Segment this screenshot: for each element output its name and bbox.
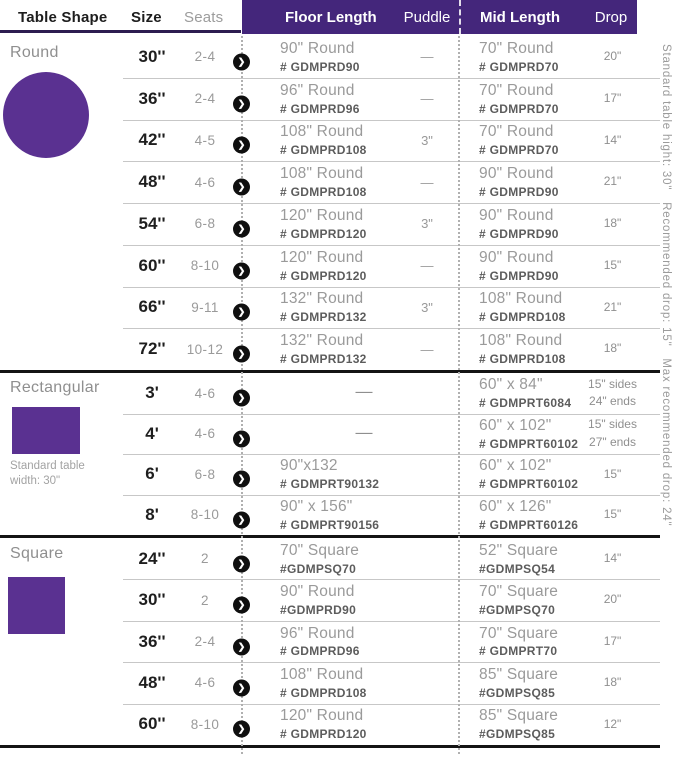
drop-value-secondary: 24" ends: [589, 394, 636, 409]
table-row: [0, 579, 660, 620]
mid-length-value: 90" Round: [479, 206, 554, 224]
mid-length-cell: [459, 165, 585, 199]
seats-cell: 8-10: [190, 716, 220, 732]
drop-value-secondary: 27" ends: [589, 434, 636, 449]
seats-cell: 2: [201, 551, 209, 567]
floor-length-cell: [242, 707, 395, 741]
size-cell: 36'': [138, 88, 166, 108]
drop-cell: [585, 716, 660, 733]
col-header-mid-length: Mid Length: [459, 0, 585, 34]
chevron-right-icon[interactable]: ❯: [233, 95, 250, 112]
drop-cell: [585, 376, 660, 411]
section-round: [0, 36, 660, 373]
size-cell: 24'': [138, 548, 166, 568]
drop-cell: [585, 173, 660, 190]
mid-length-cell: [459, 290, 585, 324]
mid-length-value: 60" x 84": [479, 376, 543, 394]
floor-length-value: 90"x132: [280, 457, 338, 475]
chevron-right-icon[interactable]: ❯: [233, 137, 250, 154]
drop-value: 21": [603, 299, 622, 314]
seats-cell: 4-6: [194, 426, 216, 442]
chevron-right-icon[interactable]: ❯: [233, 597, 250, 614]
drop-cell: [585, 132, 660, 149]
mid-length-cell: [459, 376, 585, 410]
mid-length-value: 60" x 102": [479, 457, 552, 475]
floor-part-number: # GDMPRT90132: [280, 477, 380, 492]
mid-part-number: # GDMPRT60102: [479, 436, 579, 451]
section-rectangular: [0, 373, 660, 538]
square-shape-icon: [8, 577, 65, 634]
drop-cell: [585, 506, 660, 523]
floor-length-value: 96" Round: [280, 624, 355, 642]
size-cell: 6': [145, 464, 159, 484]
mid-length-value: 60" x 126": [479, 497, 552, 515]
chevron-right-icon[interactable]: ❯: [233, 721, 250, 738]
mid-length-cell: [459, 583, 585, 617]
table-row: [0, 36, 660, 78]
table-row: [0, 495, 660, 536]
puddle-cell: —: [420, 91, 434, 107]
drop-value: 20": [603, 592, 622, 607]
mid-part-number: # GDMPRT60102: [479, 477, 579, 492]
mid-length-cell: [459, 498, 585, 532]
floor-length-cell: [242, 290, 395, 324]
drop-cell: [585, 466, 660, 483]
mid-length-value: 85" Square: [479, 666, 559, 684]
floor-length-value: 132" Round: [280, 290, 364, 308]
seats-cell: 2-4: [194, 49, 216, 65]
floor-part-number: # GDMPRD96: [280, 644, 360, 659]
floor-length-value: 108" Round: [280, 666, 364, 684]
floor-length-value: 120" Round: [280, 206, 364, 224]
chevron-right-icon[interactable]: ❯: [233, 220, 250, 237]
floor-part-number: # GDMPRD132: [280, 310, 367, 325]
seats-cell: 4-6: [194, 675, 216, 691]
drop-value: 14": [603, 551, 622, 565]
floor-part-number: # GDMPRD120: [280, 727, 367, 742]
floor-length-cell: [242, 165, 395, 199]
mid-length-cell: [459, 40, 585, 74]
floor-length-value: 90" x 156": [280, 497, 353, 515]
chevron-right-icon[interactable]: ❯: [233, 555, 250, 572]
drop-cell: [585, 591, 660, 608]
drop-cell: [585, 550, 660, 567]
floor-part-number: #GDMPRD90: [280, 603, 357, 618]
chevron-right-icon[interactable]: ❯: [233, 638, 250, 655]
floor-part-number: # GDMPRT90156: [280, 517, 380, 532]
seats-cell: 2-4: [194, 634, 216, 650]
col-header-seats: Seats: [184, 9, 224, 26]
chevron-right-icon[interactable]: ❯: [233, 511, 250, 528]
seats-cell: 2-4: [194, 91, 216, 107]
table-row: [0, 704, 660, 745]
seats-cell: 8-10: [190, 507, 220, 523]
shape-label-round: Round: [10, 44, 59, 61]
mid-part-number: # GDMPRD90: [479, 268, 559, 283]
drop-cell: [585, 90, 660, 107]
seats-cell: 2: [201, 592, 209, 608]
table-row: [0, 203, 660, 245]
chevron-right-icon[interactable]: ❯: [233, 262, 250, 279]
mid-length-cell: [459, 123, 585, 157]
left-column-headers: [0, 0, 241, 33]
drop-value: 15": [603, 507, 622, 522]
floor-length-cell: [242, 332, 395, 366]
mid-length-value: 85" Square: [479, 707, 559, 725]
floor-length-cell: [242, 498, 395, 532]
mid-length-value: 60" x 102": [479, 416, 552, 434]
shape-label-rectangular: Rectangular: [10, 379, 100, 396]
rectangle-shape-icon: [12, 407, 80, 454]
chevron-right-icon[interactable]: ❯: [233, 304, 250, 321]
mid-part-number: # GDMPRT60126: [479, 517, 579, 532]
floor-part-number: # GDMPRD108: [280, 185, 367, 200]
mid-length-cell: [459, 707, 585, 741]
floor-length-cell: [242, 625, 395, 659]
seats-cell: 6-8: [194, 216, 216, 232]
floor-part-number: # GDMPRD90: [280, 59, 360, 74]
drop-value: 21": [603, 174, 622, 189]
drop-value: 18": [603, 216, 622, 231]
shape-label-square: Square: [10, 545, 64, 562]
size-cell: 4': [145, 423, 159, 443]
mid-length-cell: [459, 82, 585, 116]
table-row: [0, 287, 660, 329]
drop-cell: [585, 340, 660, 357]
floor-length-cell: [242, 457, 395, 491]
mid-length-cell: [459, 332, 585, 366]
puddle-cell: —: [420, 174, 434, 190]
seats-cell: 4-6: [194, 385, 216, 401]
puddle-cell: —: [420, 49, 434, 65]
mid-length-value: 70" Square: [479, 583, 559, 601]
purple-header-bar: [242, 0, 637, 34]
no-floor-dash: —: [355, 422, 373, 442]
mid-length-value: 108" Round: [479, 332, 563, 350]
floor-part-number: # GDMPRD108: [280, 143, 367, 158]
mid-length-cell: [459, 666, 585, 700]
seats-cell: 4-5: [194, 132, 216, 148]
size-cell: 42'': [138, 130, 166, 150]
mid-length-cell: [459, 249, 585, 283]
floor-length-value: 108" Round: [280, 165, 364, 183]
floor-part-number: # GDMPRD120: [280, 226, 367, 241]
col-header-floor-length: Floor Length: [285, 8, 377, 26]
drop-value: 17": [603, 633, 622, 648]
mid-length-value: 70" Square: [479, 624, 559, 642]
drop-value: 20": [603, 49, 622, 64]
mid-length-cell: [459, 457, 585, 491]
mid-part-number: # GDMPRD90: [479, 185, 559, 200]
size-cell: 48'': [138, 672, 166, 692]
chevron-right-icon[interactable]: ❯: [233, 53, 250, 70]
floor-part-number: # GDMPRD120: [280, 268, 367, 283]
mid-length-value: 108" Round: [479, 290, 563, 308]
size-cell: 36'': [138, 631, 166, 651]
drop-cell: [585, 299, 660, 316]
floor-length-value: 90" Round: [280, 583, 355, 601]
drop-cell: [585, 257, 660, 274]
floor-length-cell: [242, 542, 395, 576]
no-floor-dash: —: [355, 381, 373, 401]
dotted-divider-right: [458, 36, 460, 754]
table-row: [0, 538, 660, 579]
seats-cell: 10-12: [186, 341, 224, 357]
table-row: [0, 161, 660, 203]
mid-part-number: # GDMPRD70: [479, 59, 559, 74]
chevron-right-icon[interactable]: ❯: [233, 471, 250, 488]
col-header-drop: Drop: [594, 8, 628, 26]
mid-part-number: # GDMPRT6084: [479, 396, 572, 411]
table-body: [0, 36, 660, 748]
table-row: [0, 414, 660, 455]
drop-value: 18": [603, 675, 622, 690]
floor-length-cell: [242, 207, 395, 241]
puddle-cell: 3": [421, 132, 433, 148]
col-header-puddle: Puddle: [403, 8, 451, 26]
puddle-cell: —: [420, 341, 434, 357]
mid-length-cell: [459, 625, 585, 659]
mid-part-number: # GDMPRD108: [479, 310, 566, 325]
drop-cell: [585, 48, 660, 65]
size-cell: 3': [145, 383, 159, 403]
floor-length-cell: [242, 40, 395, 74]
size-cell: 66'': [138, 297, 166, 317]
floor-length-value: 120" Round: [280, 248, 364, 266]
mid-part-number: # GDMPRD70: [479, 143, 559, 158]
chevron-right-icon[interactable]: ❯: [233, 679, 250, 696]
floor-part-number: # GDMPRD108: [280, 685, 367, 700]
size-cell: 60'': [138, 714, 166, 734]
seats-cell: 8-10: [190, 258, 220, 274]
seats-cell: 6-8: [194, 466, 216, 482]
mid-length-value: 52" Square: [479, 541, 559, 559]
floor-length-value: 108" Round: [280, 123, 364, 141]
puddle-cell: 3": [421, 216, 433, 232]
mid-part-number: # GDMPRT70: [479, 644, 558, 659]
seats-cell: 4-6: [194, 174, 216, 190]
drop-value: 18": [603, 341, 622, 356]
mid-length-value: 90" Round: [479, 248, 554, 266]
puddle-cell: —: [420, 258, 434, 274]
mid-length-cell: [459, 542, 585, 576]
section-square: [0, 538, 660, 748]
mid-part-number: #GDMPSQ85: [479, 685, 556, 700]
col-header-table-shape: Table Shape: [18, 9, 108, 26]
mid-length-value: 70" Round: [479, 123, 554, 141]
shape-note: Standard table width: 30": [10, 460, 85, 487]
floor-part-number: #GDMPSQ70: [280, 561, 357, 576]
mid-part-number: #GDMPSQ70: [479, 603, 556, 618]
floor-length-value: 70" Square: [280, 541, 360, 559]
drop-value: 14": [603, 132, 622, 147]
table-row: [0, 78, 660, 120]
mid-part-number: # GDMPRD108: [479, 352, 566, 367]
size-cell: 48'': [138, 172, 166, 192]
table-row: [0, 621, 660, 662]
floor-length-cell: [242, 249, 395, 283]
mid-part-number: # GDMPRD90: [479, 226, 559, 241]
mid-part-number: # GDMPRD70: [479, 101, 559, 116]
drop-value: 15": [603, 257, 622, 272]
floor-length-cell: [242, 666, 395, 700]
table-row: [0, 120, 660, 162]
floor-length-value: 90" Round: [280, 39, 355, 57]
floor-length-value: 120" Round: [280, 707, 364, 725]
mid-part-number: #GDMPSQ85: [479, 727, 556, 742]
drop-value: 15" sides: [588, 417, 637, 432]
size-cell: 8': [145, 504, 159, 524]
drop-value: 12": [603, 716, 622, 731]
size-cell: 60'': [138, 255, 166, 275]
table-row: [0, 662, 660, 703]
circle-shape-icon: [3, 72, 89, 158]
floor-part-number: # GDMPRD132: [280, 352, 367, 367]
mid-length-value: 90" Round: [479, 165, 554, 183]
drop-cell: [585, 416, 660, 451]
size-cell: 54'': [138, 213, 166, 233]
drop-cell: [585, 215, 660, 232]
floor-part-number: # GDMPRD96: [280, 101, 360, 116]
chevron-right-icon[interactable]: ❯: [233, 430, 250, 447]
table-row: [0, 328, 660, 370]
table-row: [0, 245, 660, 287]
drop-value: 15" sides: [588, 376, 637, 391]
size-cell: 72'': [138, 339, 166, 359]
seats-cell: 9-11: [191, 299, 219, 315]
side-note-vertical: Standard table hight: 30" Recommended drop: 15" Max recommended drop: 24": [660, 44, 672, 527]
floor-length-value: 96" Round: [280, 81, 355, 99]
drop-value: 15": [603, 466, 622, 481]
chevron-right-icon[interactable]: ❯: [233, 390, 250, 407]
mid-length-value: 70" Round: [479, 39, 554, 57]
drop-cell: [585, 674, 660, 691]
chevron-right-icon[interactable]: ❯: [233, 179, 250, 196]
mid-length-cell: [459, 207, 585, 241]
col-header-size: Size: [131, 9, 162, 26]
size-cell: 30'': [138, 590, 166, 610]
floor-length-value: 132" Round: [280, 332, 364, 350]
mid-length-cell: [459, 417, 585, 451]
mid-length-value: 70" Round: [479, 81, 554, 99]
size-cell: 30'': [138, 46, 166, 66]
floor-length-cell: [242, 82, 395, 116]
floor-length-cell: [242, 123, 395, 157]
mid-part-number: #GDMPSQ54: [479, 561, 556, 576]
chevron-right-icon[interactable]: ❯: [233, 346, 250, 363]
drop-value: 17": [603, 90, 622, 105]
drop-cell: [585, 633, 660, 650]
puddle-cell: 3": [421, 299, 433, 315]
floor-length-cell: [242, 583, 395, 617]
